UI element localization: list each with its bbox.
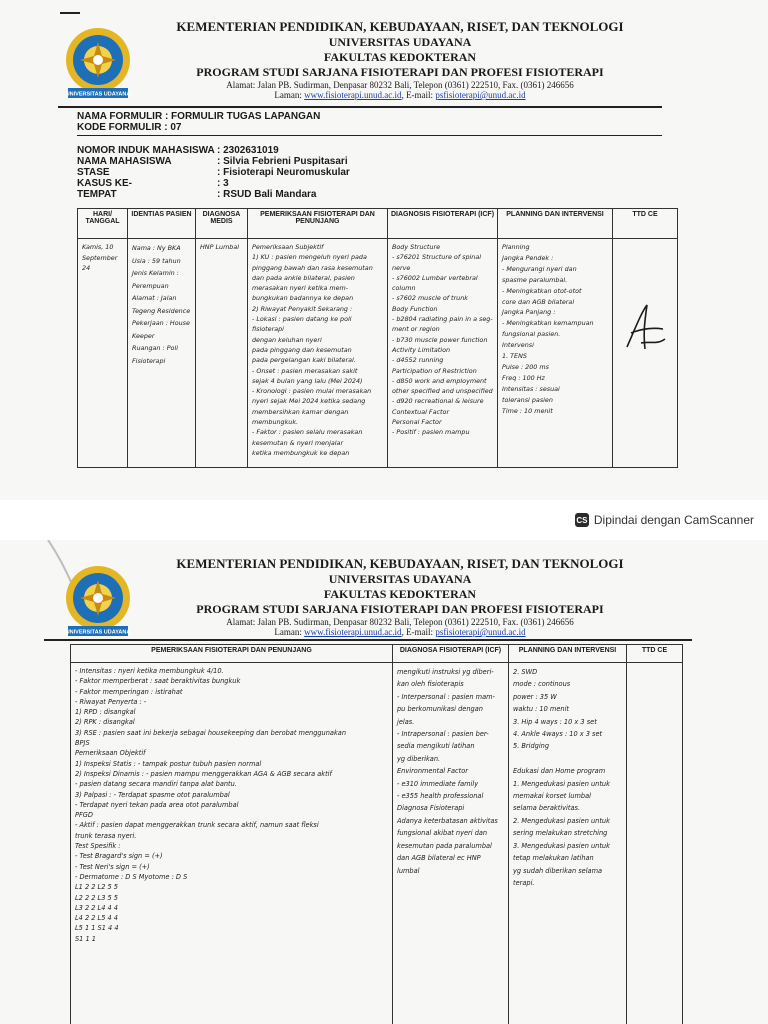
cell-physio-diagnosis: Body Structure - s76201 Structure of spinal nerve - s76002 Lumbar vertebral column - s7602 muscle of trunk Body Function - b2804 radiating pain in a seg- ment or region - b730 muscle power function Activity Limitation - d4552 running Participation of Restriction - d850 work and employment other specified and unspecified - d920 recreational & leisure Contextual Factor Personal Factor - Positif : pasien mampu (392, 243, 493, 437)
email-label: , E-mail: (401, 627, 434, 637)
student-info (77, 145, 350, 200)
student-key: STASE (77, 167, 110, 178)
header-rule (58, 106, 662, 108)
camscanner-icon: CS (575, 513, 589, 527)
cell-planning: 2. SWD mode : continous power : 35 W waktu : 10 menit 3. Hip 4 ways : 10 x 3 set 4. Ankle 4ways : 10 x 3 set 5. Bridging Edukasi dan Home program 1. Mengedukasi pasien untuk memakai korset lumbal selama beraktivitas. 2. Mengedukasi pasien untuk sering melakukan stretching 3. Mengedukasi pasien untuk tetap melakukan latihan yg sudah diberikan selama terapi. (513, 668, 610, 887)
email-link[interactable]: psfisioterapi@unud.ac.id (435, 627, 526, 637)
program-name: PROGRAM STUDI SARJANA FISIOTERAPI DAN PROFESI FISIOTERAPI (196, 65, 604, 79)
table-row (78, 239, 678, 468)
scan-mark (60, 12, 80, 14)
student-row (77, 189, 350, 200)
website-link[interactable]: www.fisioterapi.unud.ac.id (304, 627, 402, 637)
col-header-signature: TTD CE (627, 645, 683, 663)
email-link[interactable]: psfisioterapi@unud.ac.id (435, 90, 526, 100)
header-rule (44, 639, 692, 641)
udayana-logo (58, 560, 138, 640)
student-row (77, 167, 350, 178)
col-header-signature: TTD CE (613, 209, 678, 239)
faculty-name: FAKULTAS KEDOKTERAN (323, 50, 477, 64)
col-header-physio-diagnosis: DIAGNOSIS FISIOTERAPI (ICF) (388, 209, 498, 239)
student-value: : Silvia Febrieni Puspitasari (217, 156, 348, 167)
student-key: NOMOR INDUK MAHASISWA (77, 145, 215, 156)
form-info (77, 111, 320, 133)
laman-label: Laman: (274, 627, 302, 637)
col-header-planning: PLANNING DAN INTERVENSI (498, 209, 613, 239)
col-header-examination: PEMERIKSAAN FISIOTERAPI DAN PENUNJANG (71, 645, 393, 663)
col-header-date: HARI/ TANGGAL (78, 209, 128, 239)
col-header-patient: IDENTIAS PASIEN (128, 209, 196, 239)
table-header-row (71, 645, 683, 663)
website-link[interactable]: www.fisioterapi.unud.ac.id (304, 90, 402, 100)
cell-date: Kamis, 10 September 24 (82, 243, 118, 273)
form-rule (77, 135, 662, 136)
scanned-page-2 (0, 540, 768, 1024)
student-value: : 2302631019 (217, 145, 279, 156)
letterhead (150, 556, 650, 637)
logo-caption: UNIVERSITAS UDAYANA (65, 91, 131, 98)
supervisor-signature (621, 299, 667, 359)
camscanner-watermark (575, 513, 754, 527)
university-name: UNIVERSITAS UDAYANA (328, 572, 472, 586)
student-key: KASUS KE- (77, 178, 133, 189)
student-key: TEMPAT (77, 189, 117, 200)
cell-medical-diagnosis: HNP Lumbal (200, 243, 240, 251)
cell-examination: - Intensitas : nyeri ketika membungkuk 4/10. - Faktor memperberat : saat beraktivitas bungkuk - Faktor memperingan : istirahat - Riwayat Penyerta : - 1) RPD : disangkal 2) RPK : disangkal 3) RSE : pasien saat ini bekerja sebagai housekeeping dan berobat menggunakan BPJS Pemeriksaan Objektif 1) Inspeksi Statis : - tampak postur tubuh pasien normal 2) Inspeksi Dinamis : - pasien mampu menggerakkan AGA & AGB secara aktif - pasien datang secara mandiri tanpa alat bantu. 3) Palpasi : - Terdapat spasme otot paralumbal - Terdapat nyeri tekan pada area otot paralumbal PFGD - Aktif : pasien dapat menggerakkan trunk secara aktif, namun saat fleksi trunk terasa nyeri. Test Spesifik : - Test Bragard's sign = (+) - Test Neri's sign = (+) - Dermatome : D S Myotome : D S L1 2 2 L2 5 5 L2 2 2 L3 5 5 L3 2 2 L4 4 4 L4 2 2 L5 4 4 L5 1 1 S1 4 4 S1 1 1 (75, 667, 346, 943)
laman-label: Laman: (274, 90, 302, 100)
continuation-table (70, 644, 683, 1024)
field-task-table (77, 208, 678, 468)
ministry-name: KEMENTERIAN PENDIDIKAN, KEBUDAYAAN, RISET, DAN TEKNOLOGI (176, 556, 624, 571)
university-name: UNIVERSITAS UDAYANA (328, 35, 472, 49)
letterhead (150, 19, 650, 100)
col-header-planning: PLANNING DAN INTERVENSI (509, 645, 627, 663)
table-row (71, 663, 683, 1024)
cell-examination: Pemeriksaan Subjektif 1) KU : pasien mengeluh nyeri pada pinggang bawah dan rasa kesemutan dan pada ankle bilateral, pasien merasakan nyeri ketika mem- bungkukan badannya ke depan 2) Riwayat Penyakit Sekarang : - Lokasi : pasien datang ke poli fisioterapi dengan keluhan nyeri pada pinggang dan kesemutan pada pergelangan kaki bilateral. - Onset : pasien merasakan sakit sejak 4 bulan yang lalu (Mei 2024) - Kronologi : pasien mulai merasakan nyeri sejak Mei 2024 ketika sedang membersihkan kamar dengan membungkuk. - Faktor : pasien selalu merasakan kesemutan & nyeri menjalar ketika membungkuk ke depan (252, 243, 373, 457)
email-label: , E-mail: (401, 90, 434, 100)
cell-physio-diagnosis: mengikuti instruksi yg diberi- kan oleh fisioterapis - Interpersonal : pasien mam- pu berkomunikasi dengan jelas. - Intrapersonal : pasien ber- sedia mengikuti latihan yg diberikan. Environmental Factor - e310 immediate family - e355 health professional Diagnosa Fisioterapi Adanya keterbatasan aktivitas fungsional akibat nyeri dan kesemutan pada paralumbal dan AGB bilateral ec HNP lumbal (397, 668, 498, 875)
udayana-logo (58, 22, 138, 102)
student-row (77, 145, 350, 156)
student-value: : 3 (217, 178, 229, 189)
student-row (77, 156, 350, 167)
student-value: : Fisioterapi Neuromuskular (217, 167, 350, 178)
scanned-page-1 (0, 0, 768, 500)
form-name: NAMA FORMULIR : FORMULIR TUGAS LAPANGAN (77, 111, 321, 122)
camscanner-label: Dipindai dengan CamScanner (593, 513, 754, 527)
address: Alamat: Jalan PB. Sudirman, Denpasar 80232 Bali, Telepon (0361) 222510, Fax. (0361) 246656 (226, 80, 574, 90)
logo-caption: UNIVERSITAS UDAYANA (65, 629, 131, 636)
col-header-medical-diagnosis: DIAGNOSA MEDIS (196, 209, 248, 239)
cell-signature (628, 664, 681, 1024)
ministry-name: KEMENTERIAN PENDIDIKAN, KEBUDAYAAN, RISET, DAN TEKNOLOGI (176, 19, 624, 34)
form-code: KODE FORMULIR : 07 (77, 122, 182, 133)
program-name: PROGRAM STUDI SARJANA FISIOTERAPI DAN PROFESI FISIOTERAPI (196, 602, 604, 616)
contact-line (150, 90, 650, 100)
col-header-physio-diagnosis: DIAGNOSA FISIOTERAPI (ICF) (393, 645, 509, 663)
address: Alamat: Jalan PB. Sudirman, Denpasar 80232 Bali, Telepon (0361) 222510, Fax. (0361) 246656 (226, 617, 574, 627)
student-key: NAMA MAHASISWA (77, 156, 172, 167)
faculty-name: FAKULTAS KEDOKTERAN (323, 587, 477, 601)
table-header-row (78, 209, 678, 239)
student-value: : RSUD Bali Mandara (217, 189, 317, 200)
cell-planning: Planning Jangka Pendek : - Mengurangi nyeri dan spasme paralumbal. - Meningkatkan otot-otot core dan AGB bilateral Jangka Panjang : - Meningkatkan kemampuan fungsional pasien. Intervensi 1. TENS Pulse : 200 ms Freq : 100 Hz Intensitas : sesuai toleransi pasien Time : 10 menit (502, 243, 594, 415)
cell-patient: Nama : Ny BKA Usia : 59 tahun Jenis Kelamin : Perempuan Alamat : Jalan Tegeng Residence Pekerjaan : House Keeper Ruangan : Poli Fisioterapi (132, 244, 191, 365)
contact-line (150, 627, 650, 637)
student-row (77, 178, 350, 189)
col-header-examination: PEMERIKSAAN FISIOTERAPI DAN PENUNJANG (248, 209, 388, 239)
